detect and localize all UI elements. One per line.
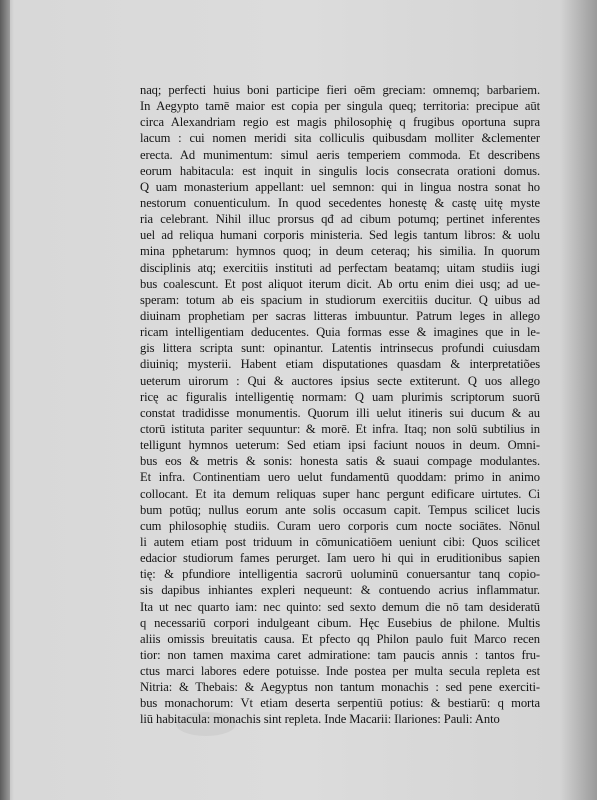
- text-line: ueterum uirorum : Qui & auctores ipsius secte extiterunt. Q uos allego: [140, 373, 540, 388]
- text-line: naq; perfecti huius boni participe fieri oēm greciam: omnemq; barbariem.: [140, 83, 540, 97]
- text-line: collocant. Et ita demum reliquas super hanc pergunt edificare uirtutes. Ci: [140, 486, 540, 501]
- text-line: diuiniq; mysterii. Habent etiam disputationes quasdam & interpretatiões: [140, 357, 540, 372]
- text-line: telligunt hymnos ueterum: Sed etiam ipsi faciunt nouos in deum. Omni-: [140, 438, 540, 453]
- text-line: erecta. Ad munimentum: simul aeris temperiem commoda. Et describens: [140, 147, 540, 162]
- text-line: speram: totum ab eis spacium in studiorum exercitiis ducitur. Q uibus ad: [140, 292, 540, 307]
- text-line: tior: non tamen maxima caret admiratione: tam paucis annis : tantos fru-: [140, 647, 540, 662]
- text-line: lacum : cui nomen meridi sita colliculis quibusdam molliter &clementer: [140, 131, 540, 146]
- text-line: constat tradidisse monumentis. Quorum illi uelut itineris sui ducum & au: [140, 405, 540, 420]
- text-line: nestorum conuenticulum. In quod secedentes honestę & castę uitę myste: [140, 195, 540, 210]
- text-line: mina pphetarum: hymnos quoq; in deum ceteraq; his similia. In quorum: [140, 244, 540, 259]
- text-line: ria celebrant. Nihil illuc prorsus qđ ad cibum potumq; pertinet inferentes: [140, 212, 540, 227]
- text-line: Et infra. Continentiam uero uelut fundamentū quoddam: primo in animo: [140, 470, 540, 485]
- text-line: ctorū istituta pariter sequuntur: & morē. Et infra. Itaq; non solū subtilius in: [140, 421, 540, 436]
- text-line: ricam intelligentiam deducentes. Quia formas esse & imagines que in le-: [140, 325, 540, 340]
- text-line: bus coalescunt. Et post aliquot iterum dicit. Ab ortu enim diei usq; ad ue-: [140, 276, 540, 291]
- text-line: Q uam monasterium appellant: uel semnon: qui in lingua nostra sonat ho: [140, 179, 540, 194]
- text-line: gis littera scripta sunt: opinantur. Latentis intrinsecus profundi cuiusdam: [140, 341, 540, 356]
- text-line: edacior studiorum fames perurget. Iam uero hi qui in eruditionibus sapien: [140, 551, 540, 566]
- text-line: bus monachorum: Vt etiam deserta serpentiū potius: & bestiarū: q morta: [140, 696, 540, 711]
- latin-text-block: [140, 82, 540, 728]
- text-line: li autem etiam post triduum in cōmunicatiōem ueniunt cibi: Quos scilicet: [140, 534, 540, 549]
- text-line: q necessariū corpori indulgeant cibum. Hęc Eusebius de philone. Multis: [140, 615, 540, 630]
- text-line: ricę ac figuralis intelligentię normam: Q uam plurimis scriptorum suorū: [140, 389, 540, 404]
- text-line: eorum habitacula: est inquit in singulis locis consecrata orationi domus.: [140, 163, 540, 178]
- book-binding-edge: [0, 0, 10, 800]
- text-line: tię: & pfundiore intelligentia sacrorū uoluminū conuersantur tanq copio-: [140, 567, 540, 582]
- text-line: disciplinis atq; exercitiis instituti ad perfectam beatamq; uitam studiis iugi: [140, 260, 540, 275]
- text-line: In Aegypto tamē maior est copia per singula queq; territoria: precipue aūt: [140, 99, 540, 114]
- text-line: sis dapibus inhiantes expleri nequeunt: & contuendo acrius inflammatur.: [140, 583, 540, 598]
- text-line: Nitria: & Thebais: & Aegyptus non tantum monachis : sed pene exerciti-: [140, 680, 540, 695]
- text-line: bum potūq; nullus eorum ante solis occasum capit. Tempus scilicet lucis: [140, 502, 540, 517]
- text-line: circa Alexandriam regio est magis philosophię q frugibus oportuna supra: [140, 115, 540, 130]
- text-line: bus eos & metris & sonis: honesta satis & suaui compage modulantes.: [140, 454, 540, 469]
- text-line: uel ad reliqua humani corporis ministeria. Sed legis tantum libros: & uolu: [140, 228, 540, 243]
- text-line: aliis omissis breuitatis causa. Et pfecto qq Philon paulo fuit Marco recen: [140, 631, 540, 646]
- text-line: diuinam prophetiam per sacras litteras imbuuntur. Patrum leges in allego: [140, 308, 540, 323]
- text-line: liū habitacula: monachis sint repleta. Inde Macarii: Ilariones: Pauli: Anto: [140, 712, 500, 727]
- text-line: cum philosophię studiis. Curam uero corporis cum nocte sociātes. Nōnul: [140, 518, 540, 533]
- text-line: Ita ut nec quarto iam: nec quinto: sed sexto demum die nō tam desideratū: [140, 599, 540, 614]
- text-line: ctus marci labores edere potuisse. Inde postea per multa secula repleta est: [140, 664, 540, 679]
